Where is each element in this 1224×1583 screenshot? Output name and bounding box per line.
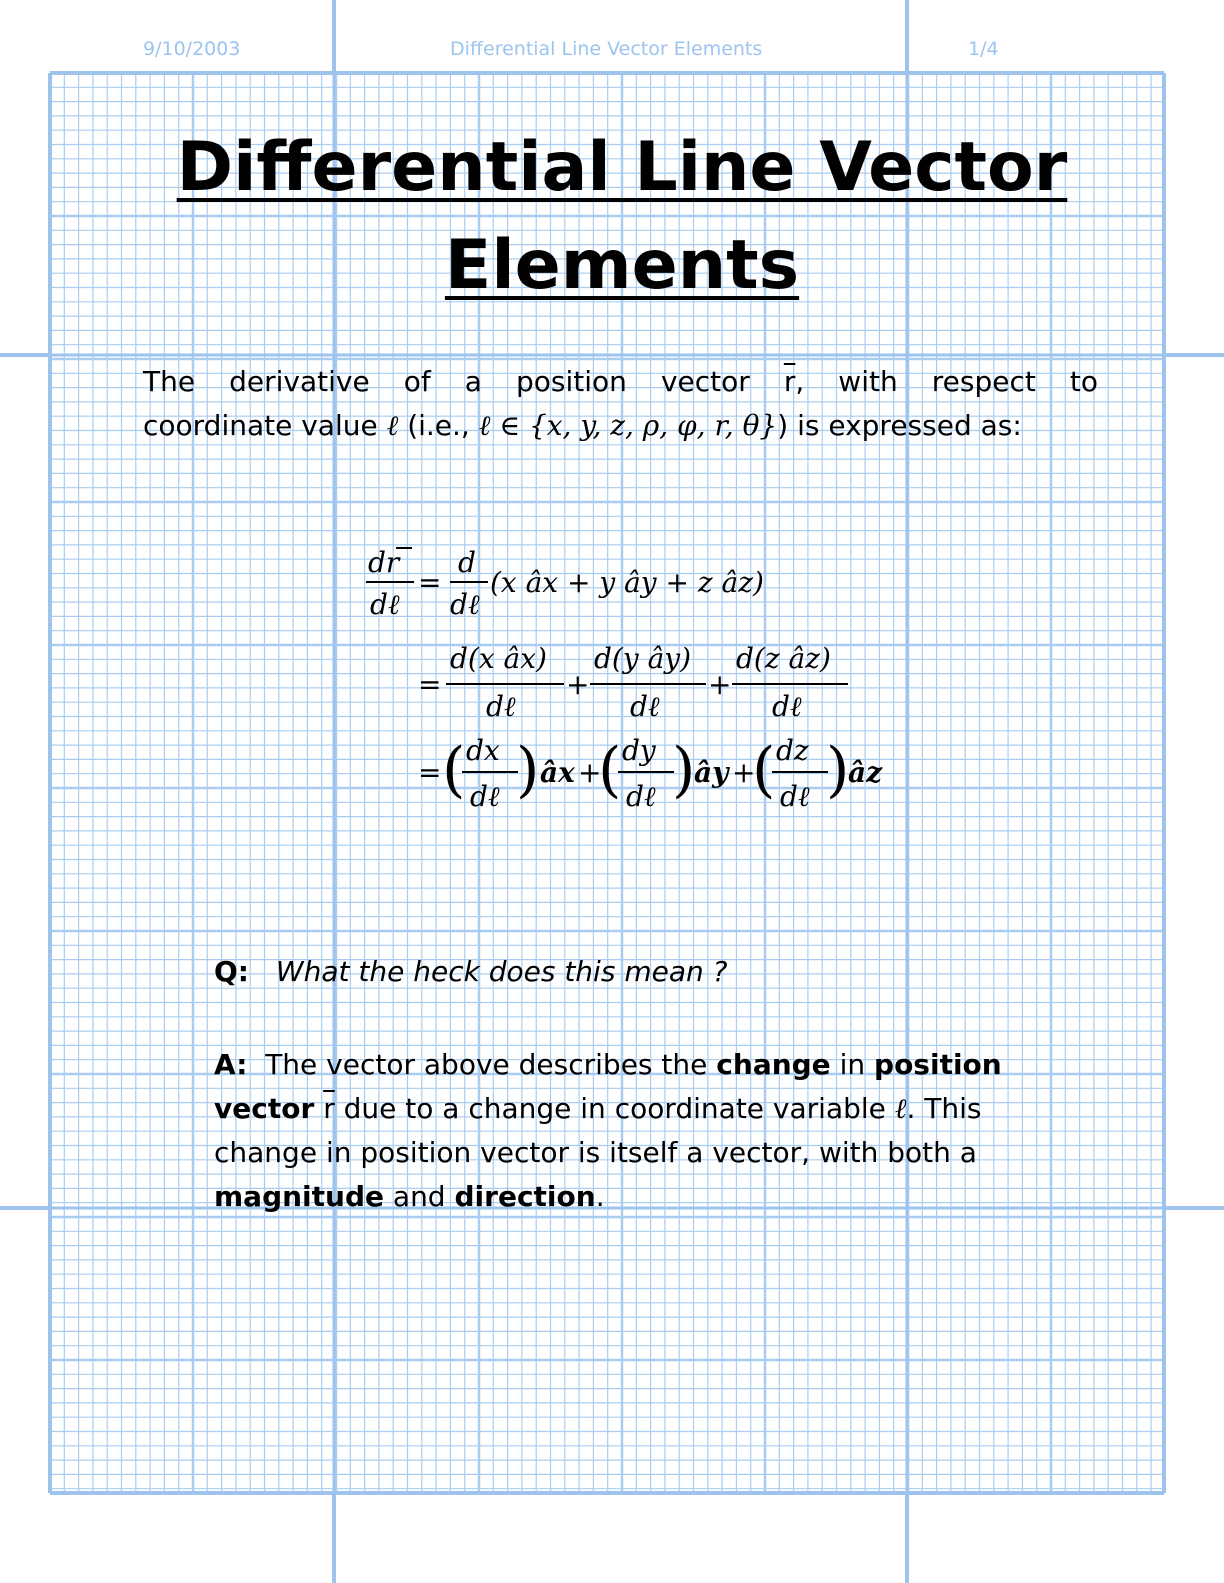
d-ell: dℓ (626, 780, 656, 813)
intro-word: vector (660, 365, 750, 398)
row1-sum: (x âx + y ây + z âz) (490, 566, 764, 599)
intro-word: respect (931, 365, 1036, 398)
d-ell: dℓ (450, 588, 480, 621)
equation-row-2 (418, 642, 848, 723)
plus-sign: + (578, 756, 602, 789)
plus-sign: + (566, 668, 590, 701)
plus-sign: + (708, 668, 732, 701)
answer-text: The vector above describes the (265, 1048, 708, 1081)
answer-text: in (839, 1048, 866, 1081)
answer-emphasis: change (716, 1048, 831, 1081)
row2-term-y: d(y ây) (594, 642, 692, 675)
dx: dx (466, 734, 500, 767)
equation-row-1 (366, 546, 764, 621)
header-page-number: 1/4 (968, 38, 999, 60)
right-paren: ) (672, 735, 696, 805)
comma: , (795, 365, 805, 398)
answer-text: . (595, 1180, 605, 1213)
unit-vector-ax: âx (540, 756, 575, 789)
d-ell: dℓ (780, 780, 810, 813)
answer-emphasis: vector (214, 1092, 315, 1125)
answer-text: and (392, 1180, 446, 1213)
d-ell: dℓ (630, 690, 660, 723)
equation-row-3 (418, 734, 883, 813)
answer-emphasis: direction (454, 1180, 596, 1213)
intro-text: (i.e., (407, 409, 470, 442)
header-date: 9/10/2003 (143, 38, 241, 60)
question-label: Q: (214, 955, 249, 988)
left-paren: ( (442, 735, 466, 805)
dz: dz (776, 734, 809, 767)
intro-word: with (838, 365, 898, 398)
right-paren: ) (826, 735, 850, 805)
row2-term-z: d(z âz) (736, 642, 831, 675)
row2-term-x: d(x âx) (450, 642, 547, 675)
left-paren: ( (752, 735, 776, 805)
header-title: Differential Line Vector Elements (450, 38, 763, 60)
question-text: What the heck does this mean ? (275, 955, 728, 988)
d-operator: d (458, 546, 476, 579)
answer-emphasis: magnitude (214, 1180, 384, 1213)
answer-text: . This change in position vector is itself a vector, with both a (214, 1092, 982, 1169)
ell-symbol: ℓ (386, 409, 399, 442)
unit-vector-ay: ây (694, 756, 729, 789)
dy: dy (622, 734, 656, 767)
unit-vector-az: âz (848, 756, 883, 789)
intro-word: position (516, 365, 627, 398)
intro-word: of (403, 365, 431, 398)
d-ell: dℓ (772, 690, 802, 723)
equals-sign: = (418, 668, 442, 701)
answer-emphasis: position (874, 1048, 1002, 1081)
intro-text: coordinate value (143, 409, 378, 442)
answer (214, 1043, 1034, 1219)
ell-symbol: ℓ (894, 1092, 907, 1125)
answer-label: A: (214, 1048, 248, 1081)
right-paren: ) (516, 735, 540, 805)
plus-sign: + (732, 756, 756, 789)
d-ell: dℓ (486, 690, 516, 723)
r-symbol: $\overline{r}$ (323, 1092, 335, 1125)
answer-text: due to a change in coordinate variable (343, 1092, 886, 1125)
lhs-numerator: dr (368, 546, 400, 579)
page-title-line-1: Differential Line Vector (176, 128, 1068, 207)
intro-word: to (1069, 365, 1098, 398)
equals-sign: = (418, 566, 442, 599)
d-ell: dℓ (470, 780, 500, 813)
coordinate-set: ℓ ∈ {x, y, z, ρ, φ, r, θ} (478, 409, 778, 442)
equals-sign: = (418, 756, 442, 789)
question (214, 955, 728, 988)
left-paren: ( (598, 735, 622, 805)
intro-word: The (143, 365, 196, 398)
page-title-line-2: Elements (444, 226, 800, 305)
intro-word: derivative (229, 365, 370, 398)
lhs-denominator: dℓ (370, 588, 400, 621)
r-symbol: $\overline{r}$ (783, 365, 796, 398)
intro-word: a (464, 365, 482, 398)
intro-text: ) is expressed as: (777, 409, 1022, 442)
